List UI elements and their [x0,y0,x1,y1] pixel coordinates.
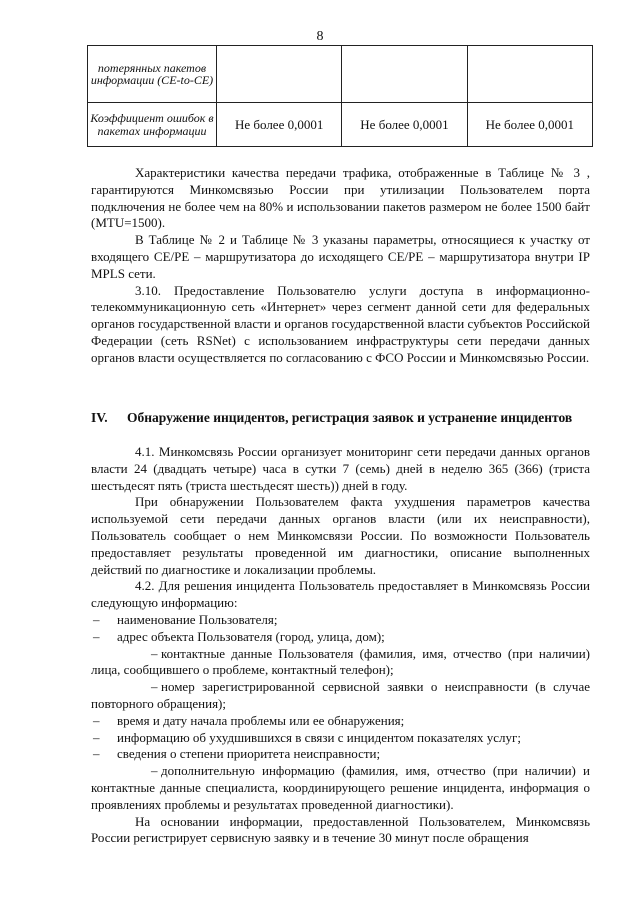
dash-marker: – [151,645,158,661]
list-item [91,730,590,747]
info-list [91,612,590,814]
dash-marker: – [93,729,100,745]
table-cell: Не более 0,0001 [467,103,592,147]
paragraph-traffic-quality: Характеристики качества передачи трафика, отображенные в Таблице № 3 , гарантируются Минкомсвязью России при утилизации Пользователем порта подключения не более чем на 80% и использовании пакетов размером не более 1500 байт (MTU=1500). [91,165,590,231]
table-cell [467,46,592,103]
table-cell [217,46,342,103]
paragraph-registration: На основании информации, предоставленной Пользователем, Минкомсвязь России регистрирует сервисную заявку и в течение 30 минут после обращения [91,813,590,846]
table-cell: Не более 0,0001 [217,103,342,147]
list-item [91,679,590,713]
paragraph-tables-parameters: В Таблице № 2 и Таблице № 3 указаны параметры, относящиеся к участку от входящего CE/PE – маршрутизатора до исходящего CE/PE – маршрутизатора внутри IP MPLS сети. [91,232,590,281]
paragraph-4-1: 4.1. Минкомсвязь России организует мониторинг сети передачи данных органов власти 24 (двадцать четыре) часа в сутки 7 (семь) дней в неделю 365 (366) (триста шестьдесят пять (триста шестьдесят шесть)) дней в году. [91,444,590,493]
dash-marker: – [93,611,100,627]
list-item-text: дополнительную информацию (фамилия, имя, отчество (при наличии) и контактные данные специалиста, координирующего решение инцидента, информация о проявлениях проблемы и результатах проведенной диагностики). [91,763,590,812]
list-item-text: контактные данные Пользователя (фамилия, имя, отчество (при наличии) лица, сообщившего о проблеме, контактный телефон); [91,645,590,678]
dash-marker: – [151,679,158,695]
dash-marker: – [151,763,158,779]
page-number: 8 [316,29,324,44]
dash-marker: – [93,628,100,644]
list-item [91,763,590,813]
dash-marker: – [93,712,100,728]
body-text-upper [91,165,590,367]
list-item-text: наименование Пользователя; [117,611,278,627]
list-item [91,629,590,646]
table-row [88,103,593,147]
list-item [91,713,590,730]
list-item-text: адрес объекта Пользователя (город, улица, дом); [117,628,385,644]
list-item-text: информацию об ухудшившихся в связи с инцидентом показателях услуг; [117,729,521,745]
quality-table [87,45,593,147]
table-row-label: Коэффициент ошибок в пакетах информации [88,103,217,147]
list-item [91,612,590,629]
dash-marker: – [93,746,100,762]
list-item [91,646,590,680]
list-item-text: время и дату начала проблемы или ее обнаружения; [117,712,405,728]
section-number: IV. [91,410,108,425]
table-cell: Не более 0,0001 [342,103,467,147]
table-cell [342,46,467,103]
table-row-label: потерянных пакетов информации (CE-to-CE) [88,46,217,103]
paragraph-detection: При обнаружении Пользователем факта ухудшения параметров качества используемой сети передачи данных органов власти (или их неисправности), Пользователь сообщает о нем Минкомсвязи России. По возможности Пользователь предоставляет результаты проведенной им диагностики, описание выполненных действий по диагностике и локализации проблемы. [91,494,590,577]
table-row [88,46,593,103]
paragraph-4-2: 4.2. Для решения инцидента Пользователь предоставляет в Минкомсвязь России следующую информацию: [91,578,590,611]
body-text-section [91,444,590,847]
list-item-text: сведения о степени приоритета неисправности; [117,746,381,762]
section-heading [91,410,601,426]
section-title: Обнаружение инцидентов, регистрация заявок и устранение инцидентов [127,410,573,425]
paragraph-3-10: 3.10. Предоставление Пользователю услуги доступа в информационно-телекоммуникационную сеть «Интернет» через сегмент данной сети для федеральных органов государственной власти и органов государственной власти субъектов Российской Федерации (сеть RSNet) с использованием инфраструктуры сети передачи данных органов власти осуществляется по согласованию с ФСО России и Минкомсвязью России. [91,282,590,365]
list-item-text: номер зарегистрированной сервисной заявки о неисправности (в случае повторного обращения); [91,679,590,711]
list-item [91,746,590,763]
